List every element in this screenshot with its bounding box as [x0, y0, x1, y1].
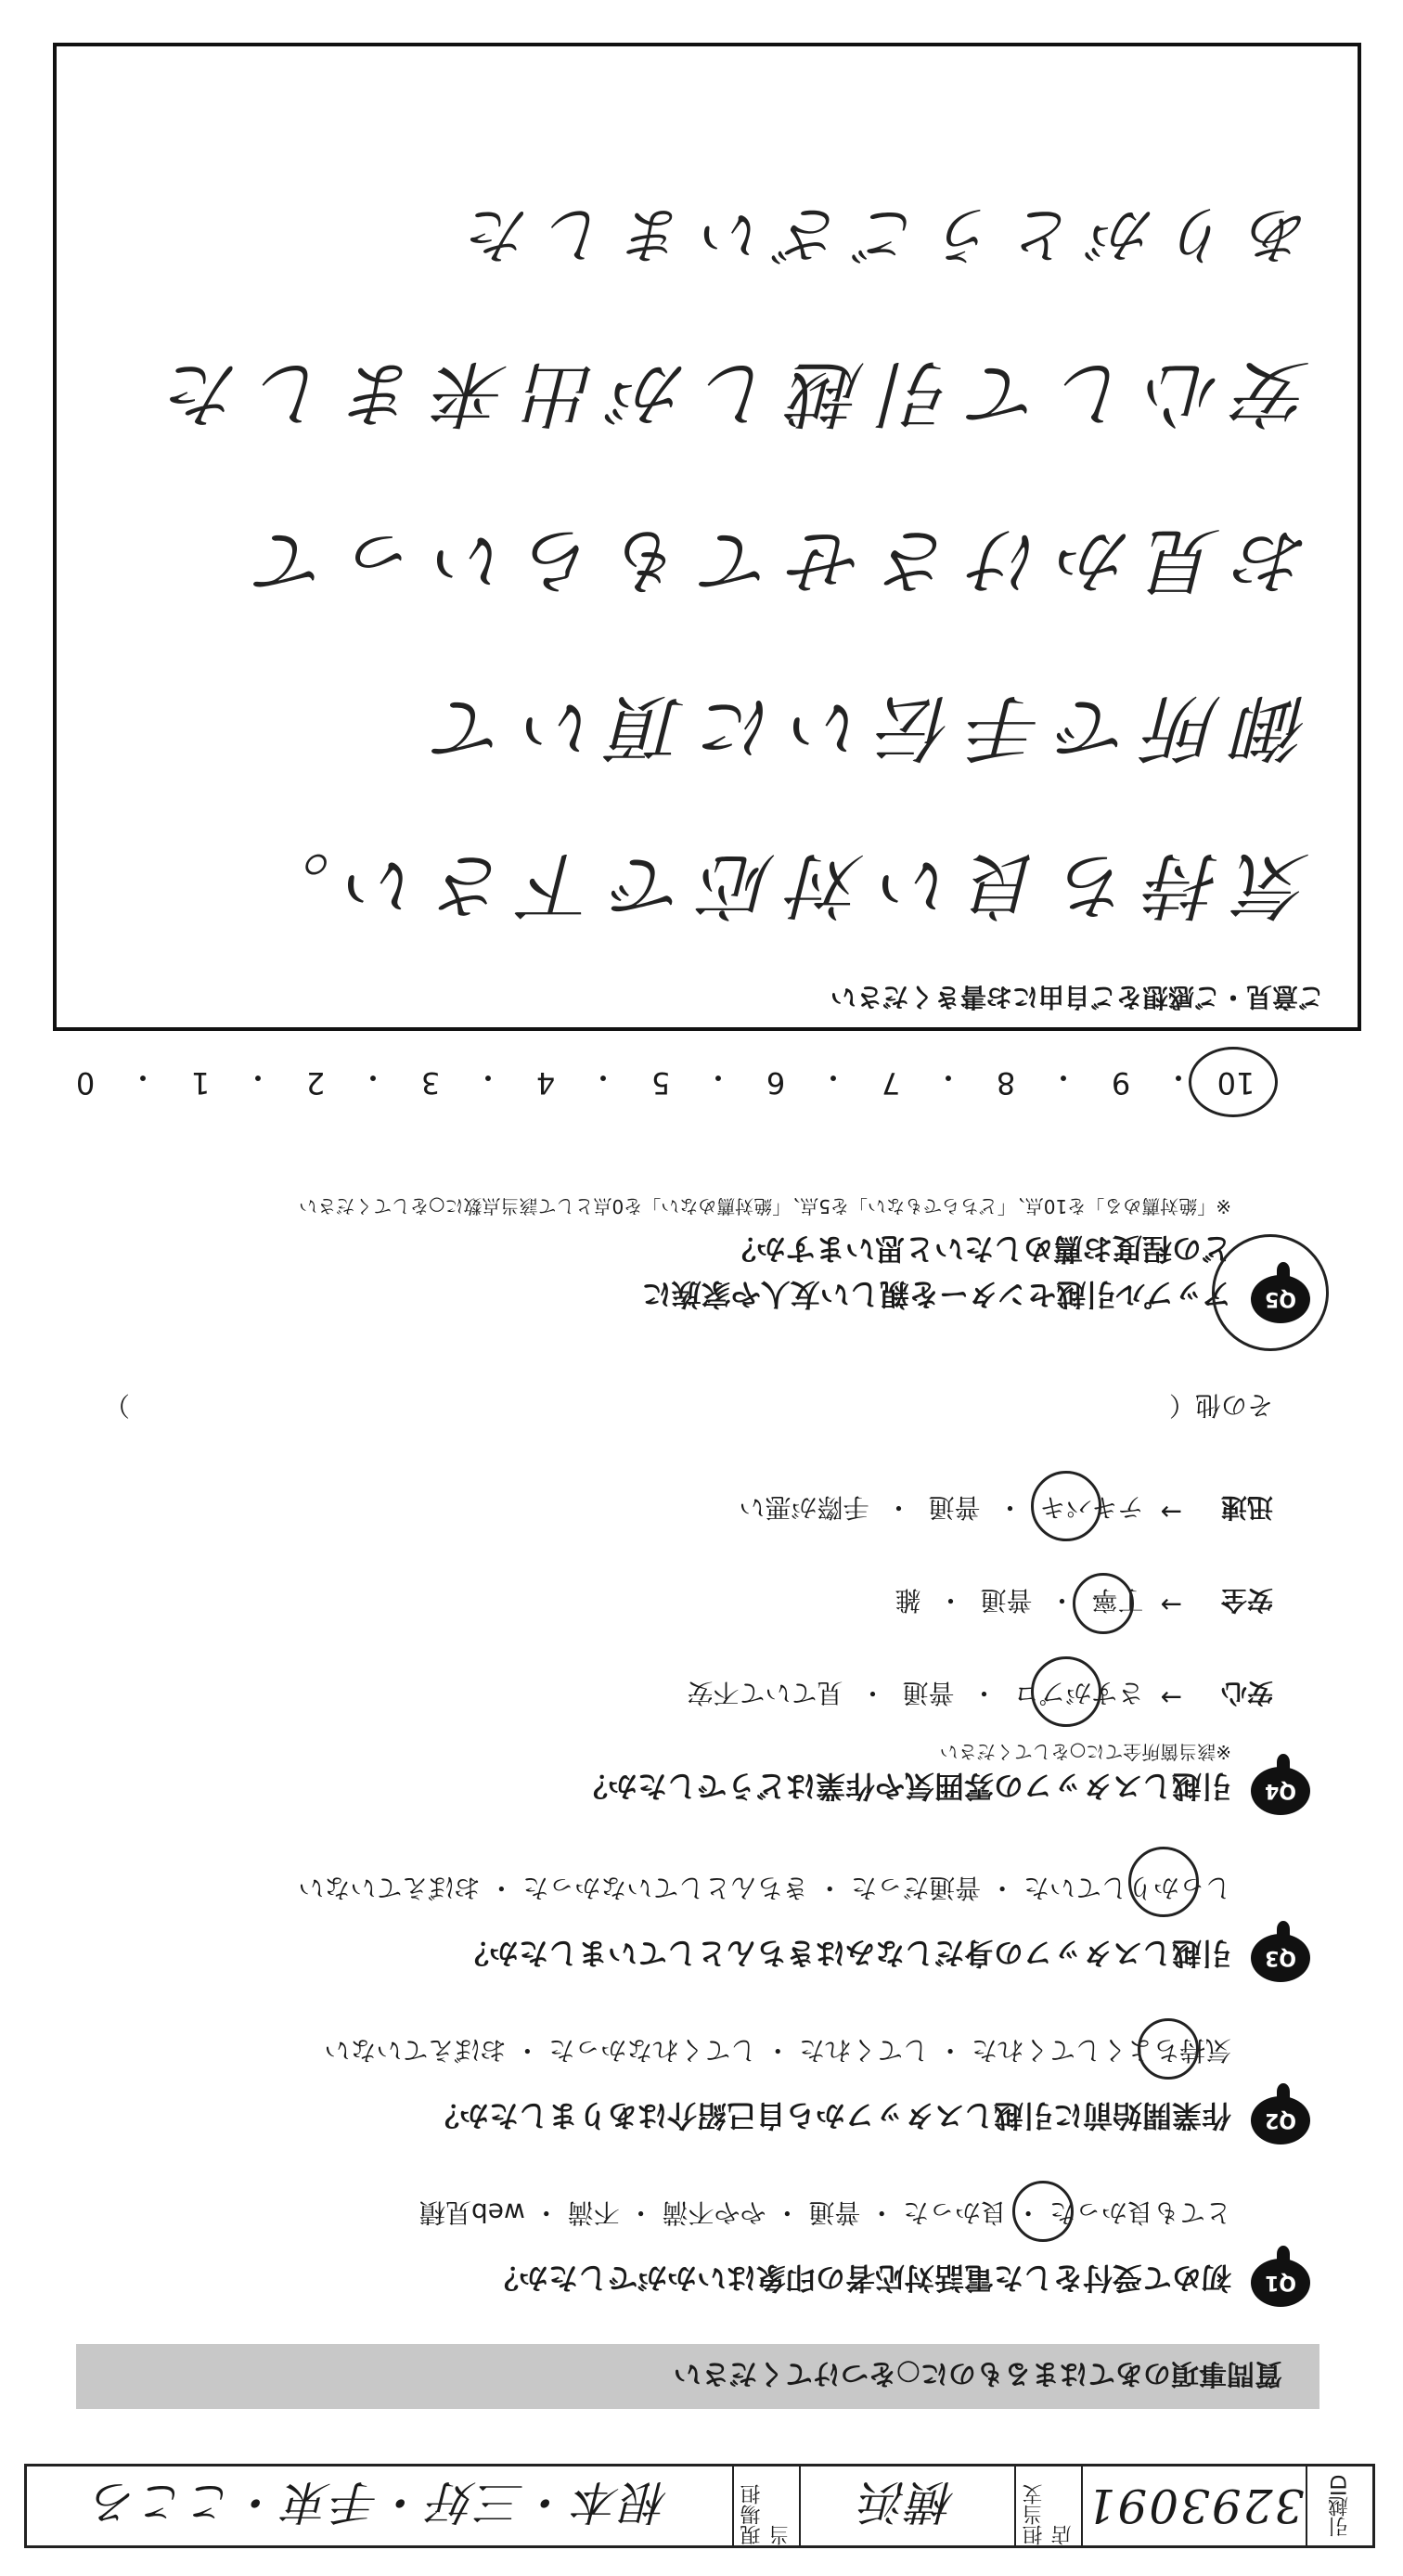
question-q5	[48, 1138, 1310, 1323]
staff-label: 現場担当	[732, 2467, 799, 2545]
q2-options[interactable]: 気持ちよくしてくれた ・ してくれた ・ してくれなかった ・ おぼえていない	[324, 2035, 1231, 2066]
q4-other-close: ）	[104, 1390, 131, 1421]
q4-row-anzen-opt3[interactable]: 雑	[895, 1585, 921, 1616]
score-3[interactable]: 3	[420, 1065, 441, 1101]
q5-badge: Q5	[1251, 1275, 1310, 1323]
q1-option-1[interactable]: とても良かった	[1049, 2197, 1231, 2228]
q4-row-anshin-opt3[interactable]: 見ていて不安	[687, 1678, 843, 1708]
q4-other-label: その他（	[1168, 1390, 1273, 1421]
arrow-icon: →	[1160, 1497, 1182, 1527]
q4-text: 引越しスタッフの雰囲気や作業はどうでしたか？	[577, 1769, 1231, 1804]
q1-option-5[interactable]: 不満	[567, 2197, 620, 2228]
q3-option-3[interactable]: きちんとしていなかった	[522, 1873, 809, 1903]
q2-badge: Q2	[1251, 2096, 1310, 2145]
q4-row-jinsoku-opt1[interactable]: テキパキ	[1039, 1492, 1144, 1523]
score-scale[interactable]: 10 ・ 9 ・ 8 ・ 7 ・ 6 ・ 5 ・ 4 ・ 3 ・ 2 ・ 1 ・ 0	[58, 1058, 1264, 1101]
score-4[interactable]: 4	[535, 1065, 556, 1101]
q4-row-anzen-category: 安全	[1220, 1585, 1273, 1616]
q1-option-2[interactable]: 良かった	[903, 2197, 1008, 2228]
arrow-icon: →	[1160, 1590, 1182, 1620]
score-6[interactable]: 6	[766, 1065, 786, 1101]
q2-text: 作業開始前に引越しスタッフから自己紹介はありましたか？	[429, 2098, 1231, 2133]
q5-note: ※「絶対薦める」を10点、「どちらでもない」を5点、「絶対薦めない」を0点として該当点数に○をしてください	[299, 1195, 1231, 1217]
question-q2	[48, 2015, 1310, 2145]
comment-line-1: 気持ち良い対応で下さい。	[240, 843, 1310, 926]
q2-option-2[interactable]: してくれた	[799, 2035, 930, 2066]
q2-selection-mark	[1138, 2018, 1199, 2080]
q3-selection-mark	[1128, 1847, 1199, 1917]
q4-row-anshin-mark	[1031, 1656, 1101, 1727]
q3-option-1[interactable]: しっかりしていた	[1023, 1873, 1231, 1903]
q1-selection-mark	[1012, 2181, 1074, 2242]
q3-options[interactable]: しっかりしていた ・ 普通だった ・ きちんとしていなかった ・ おぼえていない	[298, 1873, 1231, 1903]
q1-options[interactable]: とても良かった ・ 良かった ・ 普通 ・ やや不満 ・ 不満 ・ web見積	[418, 2197, 1231, 2228]
q2-option-4[interactable]: おぼえていない	[324, 2035, 507, 2066]
comment-line-3: お見かけさせてもらいって	[240, 518, 1310, 601]
q2-option-1[interactable]: 気持ちよくしてくれた	[971, 2035, 1231, 2066]
q4-other-input[interactable]	[147, 1388, 1152, 1425]
q4-row-anzen-opt1[interactable]: 丁寧	[1091, 1585, 1144, 1616]
q1-option-4[interactable]: やや不満	[662, 2197, 766, 2228]
q4-row-jinsoku-mark	[1031, 1471, 1101, 1541]
score-0[interactable]: 0	[75, 1065, 96, 1101]
id-value: 3293091	[1081, 2467, 1306, 2545]
instruction-bar: 質問事項のあてはまるものに○をつけてください	[76, 2344, 1319, 2409]
q4-row-jinsoku-opt2[interactable]: 普通	[928, 1492, 981, 1523]
question-q3	[48, 1852, 1310, 1982]
comment-line-2: 御所で手伝いに頂いて	[418, 685, 1310, 768]
score-5[interactable]: 5	[650, 1065, 671, 1101]
branch-label: 担当支店	[1014, 2467, 1081, 2545]
score-2[interactable]: 2	[305, 1065, 326, 1101]
q2-option-3[interactable]: してくれなかった	[548, 2035, 757, 2066]
branch-value: 横浜	[799, 2467, 1014, 2545]
id-label: 引越ID	[1306, 2467, 1372, 2545]
q1-text: 初めて受付をした電話対応者の印象はいかがでしたか？	[488, 2260, 1231, 2296]
score-1[interactable]: 1	[190, 1065, 211, 1101]
q4-row-jinsoku[interactable]: 迅速 → テキパキ ・ 普通 ・ 手際が悪い	[739, 1492, 1273, 1527]
q4-row-anshin-category: 安心	[1220, 1678, 1273, 1708]
score-10[interactable]: 10	[1216, 1065, 1255, 1101]
q4-badge: Q4	[1251, 1767, 1310, 1815]
q4-note: ※該当箇所全てに○をしてください	[939, 1741, 1231, 1763]
form-header	[24, 2464, 1375, 2548]
q4-row-anzen-mark	[1073, 1573, 1134, 1634]
q3-option-4[interactable]: おぼえていない	[298, 1873, 481, 1903]
q3-badge: Q3	[1251, 1934, 1310, 1982]
score-9[interactable]: 9	[1111, 1065, 1131, 1101]
q4-row-anshin[interactable]: 安心 → さすがプロ ・ 普通 ・ 見ていて不安	[687, 1678, 1273, 1713]
score-8[interactable]: 8	[996, 1065, 1016, 1101]
q4-other-row[interactable]	[104, 1388, 1273, 1425]
arrow-icon: →	[1160, 1682, 1182, 1713]
q1-badge: Q1	[1251, 2259, 1310, 2307]
question-q4	[48, 1351, 1310, 1815]
q3-option-2[interactable]: 普通だった	[851, 1873, 982, 1903]
q1-option-3[interactable]: 普通	[808, 2197, 861, 2228]
q4-row-anzen-opt2[interactable]: 普通	[980, 1585, 1033, 1616]
staff-value: 根本・三好・手束・こころ	[90, 2475, 669, 2530]
q4-row-jinsoku-opt3[interactable]: 手際が悪い	[739, 1492, 869, 1523]
q4-row-anzen[interactable]: 安全 → 丁寧 ・ 普通 ・ 雑	[895, 1585, 1273, 1620]
q5-text-2: どの程度お薦めしたいと思いますか？	[726, 1231, 1231, 1267]
q3-text: 引越しスタッフの身だしなみはきちんとしていましたか？	[458, 1936, 1231, 1971]
question-q1	[48, 2177, 1310, 2307]
q5-text: アップル引越センターを親しい友人や家族に	[641, 1277, 1231, 1312]
q5-badge-mark	[1212, 1234, 1329, 1351]
score-7[interactable]: 7	[881, 1065, 901, 1101]
q1-option-6[interactable]: web見積	[418, 2197, 525, 2228]
comment-line-4: 安心して引越しが出来ました	[151, 351, 1310, 434]
comment-title: ご意見・ご感想をご自由にお書きください	[830, 982, 1324, 1012]
q4-row-jinsoku-category: 迅速	[1220, 1492, 1273, 1523]
comment-line-5: ありがとうございました	[453, 199, 1310, 270]
score-selection-mark	[1189, 1047, 1278, 1117]
q4-row-anshin-opt2[interactable]: 普通	[902, 1678, 955, 1708]
q4-row-anshin-opt1[interactable]: さすがプロ	[1013, 1678, 1144, 1708]
